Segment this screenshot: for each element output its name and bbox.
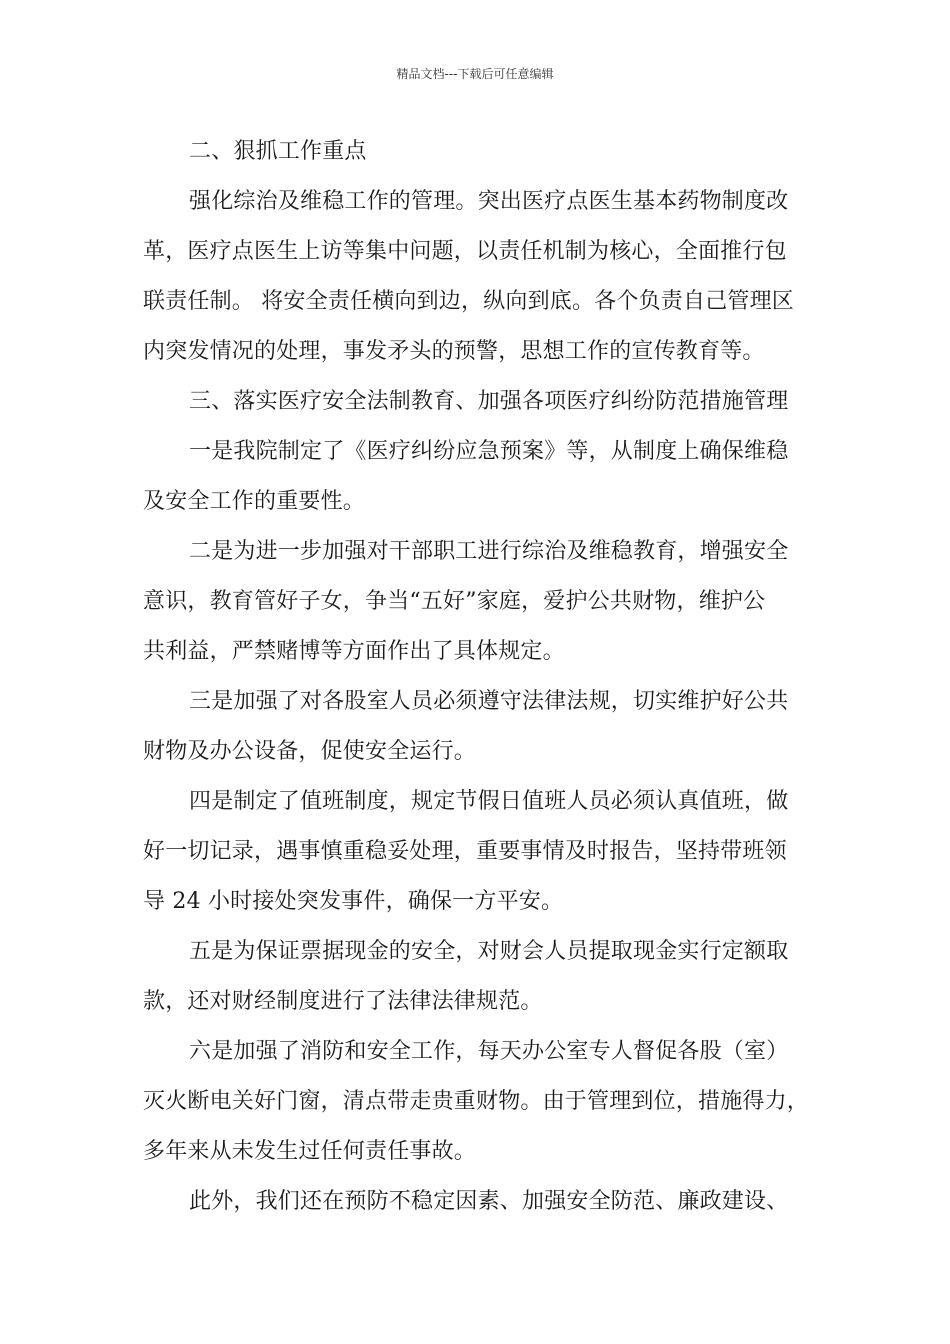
section-heading-2: 二、狠抓工作重点 bbox=[189, 139, 367, 164]
paragraph-line: 强化综治及维稳工作的管理。突出医疗点医生基本药物制度改 bbox=[189, 189, 789, 214]
paragraph-line: 内突发情况的处理，事发矛头的预警，思想工作的宣传教育等。 bbox=[143, 339, 765, 364]
paragraph-line: 二是为进一步加强对干部职工进行综治及维稳教育，增强安全 bbox=[189, 539, 789, 564]
paragraph-line: 六是加强了消防和安全工作，每天办公室专人督促各股（室） bbox=[189, 1039, 789, 1064]
section-heading-3: 三、落实医疗安全法制教育、加强各项医疗纠纷防范措施管理 bbox=[189, 389, 789, 414]
paragraph-line: 共利益，严禁赌博等方面作出了具体规定。 bbox=[143, 639, 565, 664]
paragraph-line: 灭火断电关好门窗，清点带走贵重财物。由于管理到位，措施得力， bbox=[143, 1089, 810, 1114]
paragraph-line: 及安全工作的重要性。 bbox=[143, 489, 366, 514]
paragraph-line: 三是加强了对各股室人员必须遵守法律法规，切实维护好公共 bbox=[189, 689, 789, 714]
page-header: 精品文档---下载后可任意编辑 bbox=[396, 67, 554, 81]
paragraph-line: 财物及办公设备，促使安全运行。 bbox=[143, 739, 477, 764]
paragraph-line: 此外，我们还在预防不稳定因素、加强安全防范、廉政建设、 bbox=[189, 1189, 789, 1214]
paragraph-line: 意识，教育管好子女，争当“五好”家庭，爱护公共财物，维护公 bbox=[143, 589, 766, 614]
paragraph-line: 四是制定了值班制度，规定节假日值班人员必须认真值班，做 bbox=[189, 789, 789, 814]
paragraph-line: 革，医疗点医生上访等集中问题，以责任机制为核心，全面推行包 bbox=[143, 239, 787, 264]
paragraph-line: 多年来从未发生过任何责任事故。 bbox=[143, 1139, 477, 1164]
paragraph-line: 联责任制。 将安全责任横向到边，纵向到底。各个负责自己管理区 bbox=[143, 289, 794, 314]
paragraph-line: 一是我院制定了《医疗纠纷应急预案》等，从制度上确保维稳 bbox=[189, 439, 789, 464]
paragraph-line: 好一切记录，遇事慎重稳妥处理，重要事情及时报告，坚持带班领 bbox=[143, 839, 787, 864]
paragraph-line: 款，还对财经制度进行了法律法律规范。 bbox=[143, 989, 543, 1014]
paragraph-line: 导 24 小时接处突发事件，确保一方平安。 bbox=[143, 889, 564, 914]
paragraph-line: 五是为保证票据现金的安全，对财会人员提取现金实行定额取 bbox=[189, 939, 789, 964]
document-body bbox=[143, 133, 823, 1233]
